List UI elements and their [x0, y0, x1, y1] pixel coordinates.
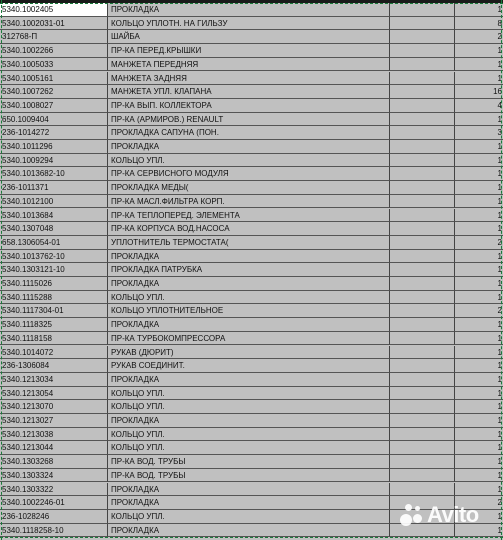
quantity-cell[interactable]: 16 — [455, 85, 503, 99]
quantity-cell[interactable]: 1 — [455, 332, 503, 346]
part-number-cell[interactable]: 5340.1303322 — [0, 483, 108, 497]
part-name-cell[interactable]: КОЛЬЦО УПЛ. — [108, 291, 390, 305]
empty-cell[interactable] — [390, 126, 455, 140]
table-row[interactable] — [0, 181, 503, 195]
table-row[interactable] — [0, 126, 503, 140]
part-name-cell[interactable]: ПРОКЛАДКА — [108, 140, 390, 154]
quantity-cell[interactable]: 1 — [455, 455, 503, 469]
empty-cell[interactable] — [390, 154, 455, 168]
part-number-cell[interactable]: 5340.1307048 — [0, 222, 108, 236]
empty-cell[interactable] — [390, 346, 455, 360]
part-number-cell[interactable]: 5340.1007262 — [0, 85, 108, 99]
part-name-cell[interactable]: КОЛЬЦО УПЛ. — [108, 428, 390, 442]
quantity-cell[interactable]: 1 — [455, 414, 503, 428]
table-row[interactable] — [0, 483, 503, 497]
avito-logo-icon — [398, 502, 424, 528]
empty-cell[interactable] — [390, 414, 455, 428]
table-row[interactable] — [0, 414, 503, 428]
table-row[interactable] — [0, 263, 503, 277]
part-name-cell[interactable]: КОЛЬЦО УПЛ. — [108, 387, 390, 401]
quantity-cell[interactable]: 1 — [455, 222, 503, 236]
part-number-cell[interactable]: 236-1014272 — [0, 126, 108, 140]
quantity-cell[interactable]: 2 — [455, 304, 503, 318]
empty-cell[interactable] — [390, 167, 455, 181]
part-name-cell[interactable]: ШАЙБА — [108, 30, 390, 44]
empty-cell[interactable] — [390, 181, 455, 195]
quantity-cell[interactable]: 1 — [455, 140, 503, 154]
quantity-cell[interactable]: 1 — [455, 195, 503, 209]
empty-cell[interactable] — [390, 209, 455, 223]
table-row[interactable] — [0, 441, 503, 455]
table-row[interactable] — [0, 58, 503, 72]
quantity-cell[interactable]: 1 — [455, 209, 503, 223]
empty-cell[interactable] — [390, 30, 455, 44]
table-row[interactable] — [0, 3, 503, 17]
table-row[interactable] — [0, 455, 503, 469]
part-name-cell[interactable]: ПРОКЛАДКА — [108, 373, 390, 387]
page-break-line — [1, 0, 2, 540]
empty-cell[interactable] — [390, 236, 455, 250]
table-row[interactable] — [0, 113, 503, 127]
part-number-cell[interactable]: 650.1009404 — [0, 113, 108, 127]
table-row[interactable] — [0, 167, 503, 181]
quantity-cell[interactable]: 1 — [455, 291, 503, 305]
table-row[interactable] — [0, 222, 503, 236]
table-row[interactable] — [0, 236, 503, 250]
quantity-cell[interactable]: 1 — [455, 483, 503, 497]
table-row[interactable] — [0, 72, 503, 86]
empty-cell[interactable] — [390, 455, 455, 469]
table-row[interactable] — [0, 387, 503, 401]
part-number-cell[interactable]: 5340.1303121-10 — [0, 263, 108, 277]
quantity-cell[interactable]: 1 — [455, 263, 503, 277]
empty-cell[interactable] — [390, 469, 455, 483]
table-row[interactable] — [0, 17, 503, 31]
part-number-cell[interactable]: 5340.1118325 — [0, 318, 108, 332]
part-number-cell[interactable]: 5340.1008027 — [0, 99, 108, 113]
part-name-cell[interactable]: ПР-КА ВОД. ТРУБЫ — [108, 469, 390, 483]
empty-cell[interactable] — [390, 373, 455, 387]
quantity-cell[interactable]: 1 — [455, 373, 503, 387]
empty-cell[interactable] — [390, 44, 455, 58]
table-row[interactable] — [0, 304, 503, 318]
part-name-cell[interactable]: ПРОКЛАДКА САПУНА (ПОН. — [108, 126, 390, 140]
empty-cell[interactable] — [390, 304, 455, 318]
part-name-cell[interactable]: КОЛЬЦО УПЛ. — [108, 154, 390, 168]
part-name-cell[interactable]: РУКАВ СОЕДИНИТ. — [108, 359, 390, 373]
quantity-cell[interactable]: 2 — [455, 496, 503, 510]
empty-cell[interactable] — [390, 400, 455, 414]
part-name-cell[interactable]: ПРОКЛАДКА ПАТРУБКА — [108, 263, 390, 277]
part-name-cell[interactable]: ПР-КА КОРПУСА ВОД.НАСОСА — [108, 222, 390, 236]
part-name-cell[interactable]: ПРОКЛАДКА — [108, 496, 390, 510]
quantity-cell[interactable]: 1 — [455, 3, 503, 17]
table-row[interactable] — [0, 99, 503, 113]
quantity-cell[interactable]: 8 — [455, 17, 503, 31]
part-name-cell[interactable]: РУКАВ (ДЮРИТ) — [108, 346, 390, 360]
quantity-cell[interactable]: 1 — [455, 441, 503, 455]
empty-cell[interactable] — [390, 291, 455, 305]
empty-cell[interactable] — [390, 195, 455, 209]
part-name-cell[interactable]: ПР-КА ТЕПЛОПЕРЕД. ЭЛЕМЕНТА — [108, 209, 390, 223]
part-number-cell[interactable]: 5340.1115288 — [0, 291, 108, 305]
table-row[interactable] — [0, 140, 503, 154]
part-name-cell[interactable]: ПР-КА ВЫП. КОЛЛЕКТОРА — [108, 99, 390, 113]
quantity-cell[interactable]: 1 — [455, 318, 503, 332]
part-number-cell[interactable]: 5340.1117304-01 — [0, 304, 108, 318]
part-name-cell[interactable]: ПРОКЛАДКА — [108, 277, 390, 291]
empty-cell[interactable] — [390, 17, 455, 31]
part-name-cell[interactable]: ПР-КА ВОД. ТРУБЫ — [108, 455, 390, 469]
part-number-cell[interactable]: 5340.1013682-10 — [0, 167, 108, 181]
table-row[interactable] — [0, 44, 503, 58]
table-row[interactable] — [0, 359, 503, 373]
table-row[interactable] — [0, 318, 503, 332]
quantity-cell[interactable]: 1 — [455, 387, 503, 401]
empty-cell[interactable] — [390, 85, 455, 99]
quantity-cell[interactable]: 1 — [455, 510, 503, 524]
part-number-cell[interactable]: 5340.1005161 — [0, 72, 108, 86]
part-number-cell[interactable]: 5340.1118258-10 — [0, 524, 108, 538]
part-number-cell[interactable]: 5340.1303268 — [0, 455, 108, 469]
part-name-cell[interactable]: ПР-КА (АРМИРОВ.) RENAULT — [108, 113, 390, 127]
quantity-cell[interactable]: 2 — [455, 236, 503, 250]
part-number-cell[interactable]: 5340.1014072 — [0, 346, 108, 360]
part-name-cell[interactable]: МАНЖЕТА ПЕРЕДНЯЯ — [108, 58, 390, 72]
part-number-cell[interactable]: 5340.1013762-10 — [0, 250, 108, 264]
page-break-line — [0, 537, 503, 538]
empty-cell[interactable] — [390, 3, 455, 17]
table-row[interactable] — [0, 428, 503, 442]
quantity-cell[interactable]: 1 — [455, 44, 503, 58]
part-number-cell[interactable]: 5340.1303324 — [0, 469, 108, 483]
part-number-cell[interactable]: 5340.1213054 — [0, 387, 108, 401]
quantity-cell[interactable]: 3 — [455, 126, 503, 140]
empty-cell[interactable] — [390, 58, 455, 72]
empty-cell[interactable] — [390, 441, 455, 455]
table-row[interactable] — [0, 373, 503, 387]
quantity-cell[interactable]: 1 — [455, 181, 503, 195]
watermark-text: Avito — [427, 502, 479, 527]
part-number-cell[interactable]: 5340.1213027 — [0, 414, 108, 428]
empty-cell[interactable] — [390, 483, 455, 497]
part-name-cell[interactable]: ПРОКЛАДКА — [108, 414, 390, 428]
page-break-line — [501, 0, 502, 540]
part-name-cell[interactable]: ПРОКЛАДКА — [108, 250, 390, 264]
table-row[interactable] — [0, 346, 503, 360]
part-name-cell[interactable]: КОЛЬЦО УПЛОТН. НА ГИЛЬЗУ — [108, 17, 390, 31]
part-number-cell[interactable]: 5340.1213038 — [0, 428, 108, 442]
empty-cell[interactable] — [390, 72, 455, 86]
part-number-cell[interactable]: 5340.1009294 — [0, 154, 108, 168]
empty-cell[interactable] — [390, 250, 455, 264]
quantity-cell[interactable]: 1 — [455, 167, 503, 181]
part-number-cell[interactable]: 658.1306054-01 — [0, 236, 108, 250]
part-number-cell[interactable]: 5340.1118158 — [0, 332, 108, 346]
empty-cell[interactable] — [390, 387, 455, 401]
part-name-cell[interactable]: ПРОКЛАДКА МЕДЫ( — [108, 181, 390, 195]
part-number-cell[interactable]: 236-1028246 — [0, 510, 108, 524]
quantity-cell[interactable]: 1 — [455, 359, 503, 373]
quantity-cell[interactable]: 1 — [455, 58, 503, 72]
table-row[interactable] — [0, 154, 503, 168]
part-name-cell[interactable]: ПР-КА МАСЛ.ФИЛЬТРА КОРП. — [108, 195, 390, 209]
empty-cell[interactable] — [390, 113, 455, 127]
table-row[interactable] — [0, 250, 503, 264]
table-row[interactable] — [0, 209, 503, 223]
part-name-cell[interactable]: КОЛЬЦО УПЛ. — [108, 400, 390, 414]
quantity-cell[interactable]: 1 — [455, 113, 503, 127]
table-row[interactable] — [0, 469, 503, 483]
quantity-cell[interactable]: 1 — [455, 428, 503, 442]
part-number-cell[interactable]: 5340.1011296 — [0, 140, 108, 154]
page-break-line — [0, 3, 503, 4]
part-number-cell[interactable]: 5340.1213034 — [0, 373, 108, 387]
part-number-cell[interactable]: 5340.1013684 — [0, 209, 108, 223]
quantity-cell[interactable]: 1 — [455, 154, 503, 168]
part-number-cell[interactable]: 236-1011371 — [0, 181, 108, 195]
part-number-cell[interactable]: 5340.1005033 — [0, 58, 108, 72]
part-number-cell[interactable]: 5340.1002266 — [0, 44, 108, 58]
quantity-cell[interactable]: 1 — [455, 277, 503, 291]
part-name-cell[interactable]: КОЛЬЦО УПЛ. — [108, 510, 390, 524]
part-name-cell[interactable]: КОЛЬЦО УПЛОТНИТЕЛЬНОЕ — [108, 304, 390, 318]
table-row[interactable] — [0, 277, 503, 291]
part-name-cell[interactable]: ПР-КА ПЕРЕД.КРЫШКИ — [108, 44, 390, 58]
quantity-cell[interactable]: 1 — [455, 400, 503, 414]
part-name-cell[interactable]: ПРОКЛАДКА — [108, 483, 390, 497]
quantity-cell[interactable]: 1 — [455, 250, 503, 264]
quantity-cell[interactable]: 1 — [455, 524, 503, 538]
avito-watermark — [398, 497, 498, 533]
part-name-cell[interactable]: МАНЖЕТА ЗАДНЯЯ — [108, 72, 390, 86]
part-name-cell[interactable]: ПРОКЛАДКА — [108, 318, 390, 332]
table-row[interactable] — [0, 195, 503, 209]
empty-cell[interactable] — [390, 263, 455, 277]
quantity-cell[interactable]: 2 — [455, 30, 503, 44]
part-name-cell[interactable]: ПР-КА ТУРБОКОМПРЕССОРА — [108, 332, 390, 346]
table-row[interactable] — [0, 30, 503, 44]
empty-cell[interactable] — [390, 332, 455, 346]
empty-cell[interactable] — [390, 140, 455, 154]
part-number-cell[interactable]: 5340.1213044 — [0, 441, 108, 455]
table-row[interactable] — [0, 85, 503, 99]
quantity-cell[interactable]: 1 — [455, 469, 503, 483]
quantity-cell[interactable]: 4 — [455, 99, 503, 113]
empty-cell[interactable] — [390, 99, 455, 113]
empty-cell[interactable] — [390, 318, 455, 332]
part-number-cell[interactable]: 5340.1002031-01 — [0, 17, 108, 31]
quantity-cell[interactable]: 1 — [455, 72, 503, 86]
part-name-cell[interactable]: КОЛЬЦО УПЛ. — [108, 441, 390, 455]
part-name-cell[interactable]: ПРОКЛАДКА — [108, 524, 390, 538]
part-number-cell[interactable]: 5340.1002405 — [0, 3, 108, 17]
part-number-cell[interactable]: 5340.1002246-01 — [0, 496, 108, 510]
part-number-cell[interactable]: 236-1306084 — [0, 359, 108, 373]
part-number-cell[interactable]: 5340.1012100 — [0, 195, 108, 209]
part-name-cell[interactable]: ПРОКЛАДКА — [108, 3, 390, 17]
part-number-cell[interactable]: 5340.1115026 — [0, 277, 108, 291]
quantity-cell[interactable]: 1 — [455, 346, 503, 360]
part-number-cell[interactable]: 5340.1213070 — [0, 400, 108, 414]
table-row[interactable] — [0, 400, 503, 414]
part-name-cell[interactable]: ПР-КА СЕРВИСНОГО МОДУЛЯ — [108, 167, 390, 181]
empty-cell[interactable] — [390, 277, 455, 291]
empty-cell[interactable] — [390, 359, 455, 373]
part-number-cell[interactable]: 312768-П — [0, 30, 108, 44]
table-row[interactable] — [0, 332, 503, 346]
table-row[interactable] — [0, 291, 503, 305]
part-name-cell[interactable]: УПЛОТНИТЕЛЬ ТЕРМОСТАТА( — [108, 236, 390, 250]
empty-cell[interactable] — [390, 222, 455, 236]
part-name-cell[interactable]: МАНЖЕТА УПЛ. КЛАПАНА — [108, 85, 390, 99]
empty-cell[interactable] — [390, 428, 455, 442]
